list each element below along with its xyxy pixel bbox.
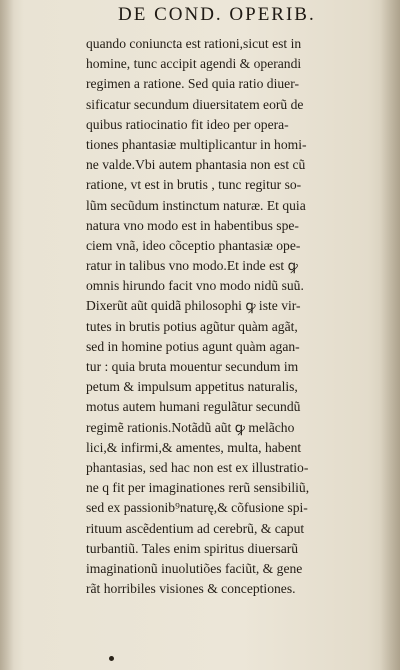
text-line: tutes in brutis potius agũtur quàm agãt, <box>86 318 298 334</box>
text-line: ne valde.Vbi autem phantasia non est cũ <box>86 157 306 173</box>
text-line: tiones phantasiæ multiplicantur in homi- <box>86 136 307 152</box>
text-line: ciem vnã, ideo cõceptio phantasiæ ope- <box>86 237 301 253</box>
text-line: sed in homine potius agunt quàm agan- <box>86 338 300 354</box>
text-line: regimen a ratione. Sed quia ratio diuer- <box>86 76 299 92</box>
gutter-shadow <box>0 0 14 670</box>
text-line: Dixerũt aũt quidã philosophi ꝙ iste vir- <box>86 298 301 314</box>
text-line: petum & impulsum appetitus naturalis, <box>86 379 298 395</box>
text-line: regimẽ rationis.Notãdũ aũt ꝙ melãcho <box>86 419 295 435</box>
text-line: ratur in talibus vno modo.Et inde est ꝙ <box>86 258 298 274</box>
text-line: imaginationũ inuolutiões faciũt, & gene <box>86 560 303 576</box>
text-line: phantasias, sed hac non est ex illustratio- <box>86 459 309 475</box>
ink-dot <box>109 656 114 661</box>
text-line: lũm secũdum instinctum naturæ. Et quia <box>86 197 306 213</box>
text-line: lici,& infirmi,& amentes, multa, habent <box>86 439 302 455</box>
text-line: ne q fit per imaginationes rerũ sensibiliũ, <box>86 480 310 496</box>
text-line: ratione, vt est in brutis , tunc regitur so- <box>86 177 302 193</box>
text-line: natura vno modo est in habentibus spe- <box>86 217 299 233</box>
body-text <box>86 34 386 599</box>
text-line: quando coniuncta est rationi,sicut est in <box>86 36 302 51</box>
text-line: tur : quia bruta mouentur secundum im <box>86 359 299 374</box>
text-line: motus autem humani regulãtur secundũ <box>86 399 301 415</box>
text-line: rituum ascẽdentium ad cerebrũ, & caput <box>86 520 305 536</box>
text-line: sed ex passionib⁹naturę,& cõfusione spi- <box>86 500 308 516</box>
running-head: DE COND. OPERIB. <box>118 4 316 25</box>
text-line: sificatur secundum diuersitatem eorũ de <box>86 96 304 112</box>
text-line: quibus ratiocinatio fit ideo per opera- <box>86 116 289 132</box>
text-line: rãt horribiles visiones & conceptiones. <box>86 581 296 597</box>
text-line: turbantiũ. Tales enim spiritus diuersarũ <box>86 540 299 556</box>
text-line: omnis hirundo facit vno modo nidũ suũ. <box>86 278 304 294</box>
text-line: homine, tunc accipit agendi & operandi <box>86 56 302 72</box>
